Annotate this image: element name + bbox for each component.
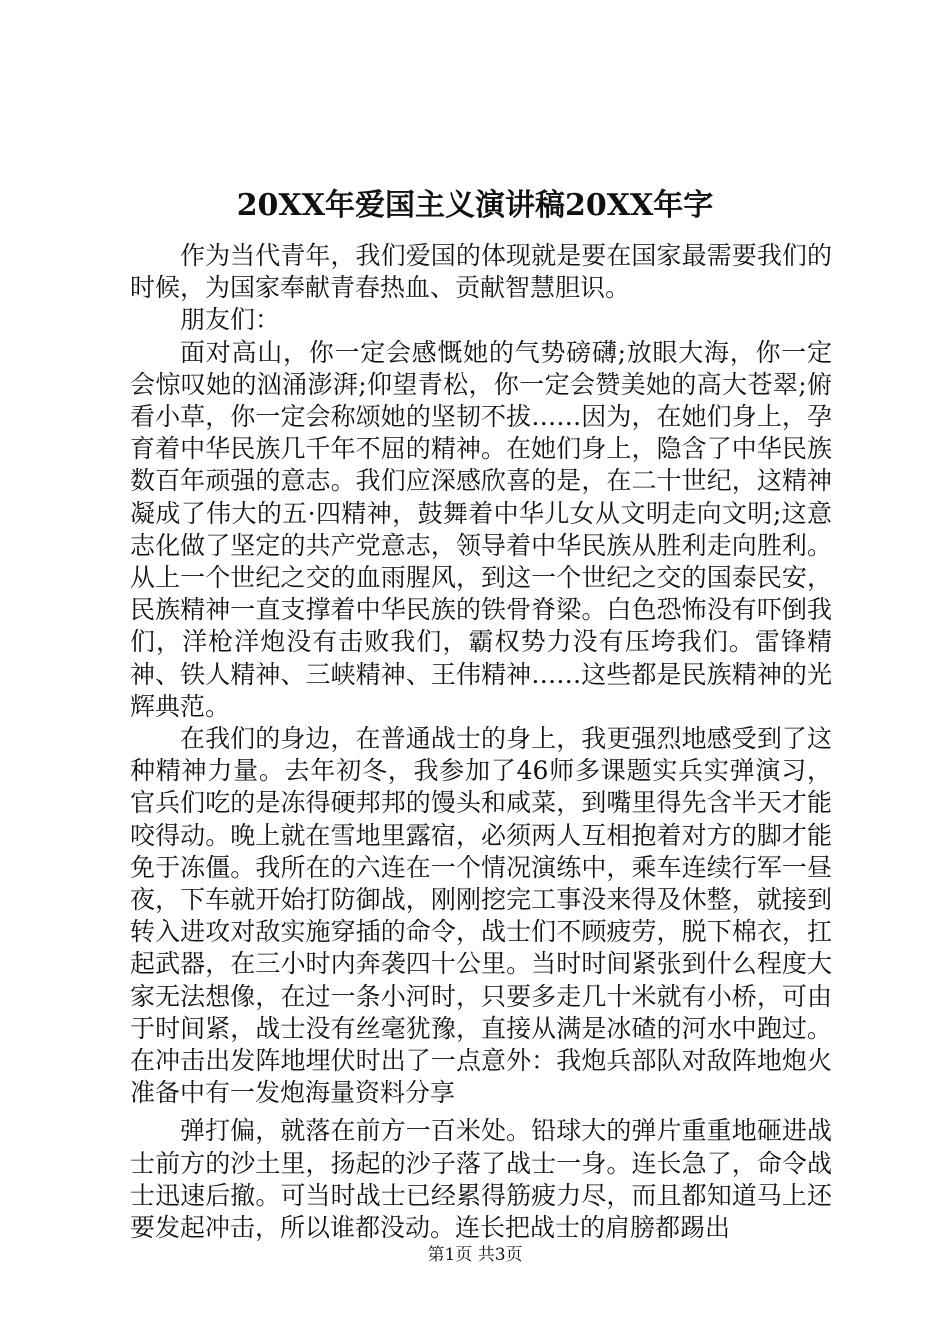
paragraph-continuation: 弹打偏，就落在前方一百米处。铅球大的弹片重重地砸进战士前方的沙土里，扬起的沙子落了战士一身。连长急了，命令战士迅速后撤。可当时战士已经累得筋疲力尽，而且都知道马上还要发起冲击，所以谁都没动。连长把战士的肩膀都踢出 xyxy=(130,1116,832,1243)
document-title: 20XX年爱国主义演讲稿20XX年字 xyxy=(236,188,714,223)
page-number-footer: 第1页 共3页 xyxy=(427,1245,523,1265)
paragraph-soldiers-story: 在我们的身边，在普通战士的身上，我更强烈地感受到了这种精神力量。去年初冬，我参加了46师多课题实兵实弹演习，官兵们吃的是冻得硬邦邦的馒头和咸菜，到嘴里得先含半天才能咬得动。晚上就在雪地里露宿，必须两人互相抱着对方的脚才能免于冻僵。我所在的六连在一个情况演练中，乘车连续行军一昼夜，下车就开始打防御战，刚刚挖完工事没来得及休整，就接到转入进攻对敌实施穿插的命令，战士们不顾疲劳，脱下棉衣，扛起武器，在三小时内奔袭四十公里。当时时间紧张到什么程度大家无法想像，在过一条小河时，只要多走几十米就有小桥，可由于时间紧，战士没有丝毫犹豫，直接从满是冰碴的河水中跑过。在冲击出发阵地埋伏时出了一点意外：我炮兵部队对敌阵地炮火准备中有一发炮海量资料分享 xyxy=(130,724,832,1108)
paragraph-salutation: 朋友们： xyxy=(180,305,281,335)
paragraph-national-spirit: 面对高山，你一定会感慨她的气势磅礴;放眼大海，你一定会惊叹她的汹涌澎湃;仰望青松，你一定会赞美她的高大苍翠;俯看小草，你一定会称颂她的坚韧不拔……因为，在她们身上，孕育着中华民族几千年不屈的精神。在她们身上，隐含了中华民族数百年顽强的意志。我们应深感欣喜的是，在二十世纪，这精神凝成了伟大的五·四精神，鼓舞着中华儿女从文明走向文明;这意志化做了坚定的共产党意志，领导着中华民族从胜利走向胜利。从上一个世纪之交的血雨腥风，到这一个世纪之交的国泰民安，民族精神一直支撑着中华民族的铁骨脊梁。白色恐怖没有吓倒我们，洋枪洋炮没有击败我们，霸权势力没有压垮我们。雷锋精神、铁人精神、三峡精神、王伟精神……这些都是民族精神的光辉典范。 xyxy=(130,337,832,721)
paragraph-intro: 作为当代青年，我们爱国的体现就是要在国家最需要我们的时候，为国家奉献青春热血、贡献智慧胆识。 xyxy=(130,241,832,303)
document-body xyxy=(130,240,832,1244)
